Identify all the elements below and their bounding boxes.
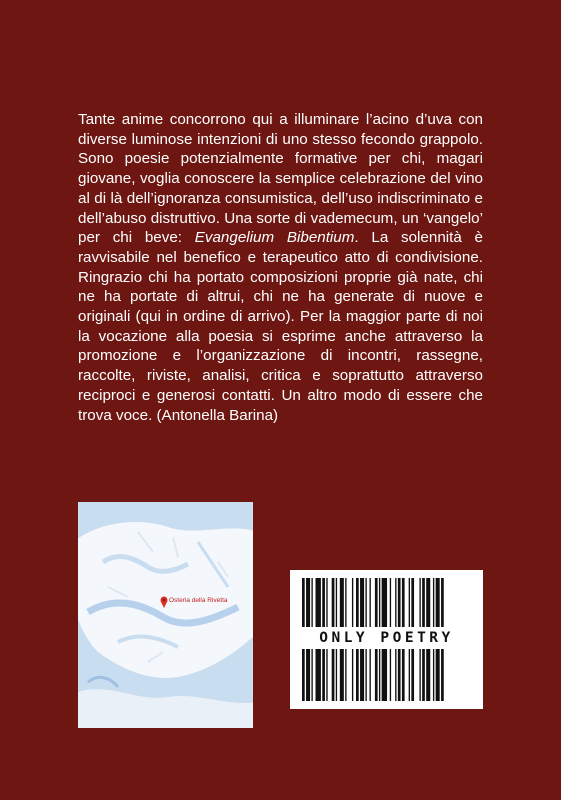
venice-map-graphic xyxy=(78,502,253,728)
map-pin-label: Osteria della Rivetta xyxy=(169,597,228,604)
barcode-label: ONLY POETRY xyxy=(290,627,483,649)
barcode xyxy=(290,570,483,709)
blurb-text-end: . La solennità è ravvisabile nel benefico e terapeutico atto di condivisione. Ringrazio chi ha portato composizioni proprie già nate, chi ne ha portate di altrui, chi ne ha generate di nuove e originali (qui in ordine di arrivo). Per la maggior parte di noi la vocazione alla poesia si esprime anche attraverso la promozione e l’organizzazione di incontri, rassegne, raccolte, riviste, analisi, critica e soprattutto attraverso reciproci e generosi contatti. Un altro modo di essere che trova voce. (Antonella Barina) xyxy=(78,229,483,424)
blurb-text-start: Tante anime concorrono qui a illuminare l’acino d’uva con diverse luminose intenzioni di uno stesso fecondo grappolo. Sono poesie potenzialmente formative per chi, magari giovane, voglia conoscere la semplice celebrazione del vino al di là dell’ignoranza consumistica, dell’uso indiscriminato e dell’abuso distruttivo. Una sorte di vademecum, un ‘vangelo’ per chi beve: xyxy=(78,111,483,247)
blurb-italic-title: Evangelium Bibentium xyxy=(194,229,355,247)
map-image xyxy=(78,502,253,728)
back-cover-blurb xyxy=(78,110,483,425)
